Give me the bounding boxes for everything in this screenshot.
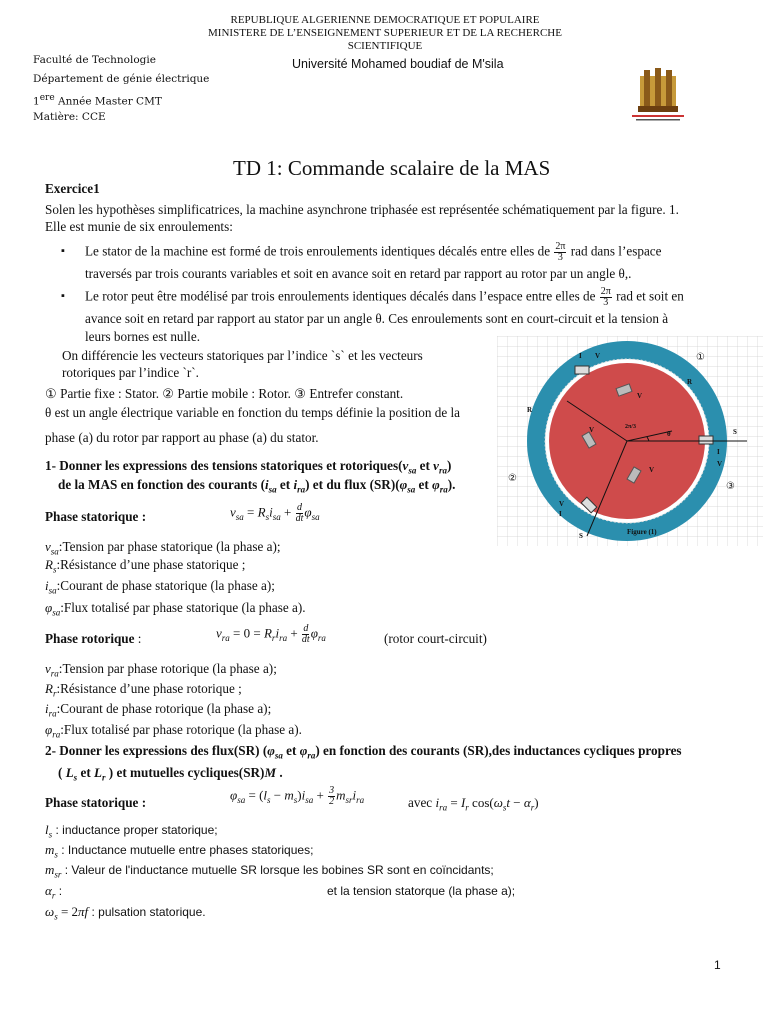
para-line-1: On différencie les vecteurs statoriques par l’indice `s` et les vecteurs [62,348,423,363]
def-vsa: $v_{sa}:Tension$ par phase statorique (la phase a); [45,539,281,557]
svg-text:I: I [717,448,720,456]
bullet-rotor: ▪ Le rotor peut être modélisé par trois enroulements identiques décalés dans l’espace entre elles de $\frac{2\pi}{3}$ rad et soit en [85,287,684,308]
def-alpha-r: $\alpha_r$ : [45,883,63,901]
svg-text:2π/3: 2π/3 [625,424,636,430]
equation-phisa: $\varphi_{sa} = (l_s - m_s)i_{sa}$ + $\frac{3}{2}$ $m_{sr}i_{ra}$ [230,785,365,807]
phase-statorique-label: Phase statorique : [45,509,147,524]
svg-text:R: R [527,406,533,414]
equation-vsa: $v_{sa} = R_si_{sa}$ + $\frac{d}{dt}$ $\varphi_{sa}$ [230,502,320,524]
svg-text:①: ① [696,352,705,363]
def-ms: $m_s$ : Inductance mutuelle entre phases statoriques; [45,842,314,860]
svg-text:②: ② [508,473,517,484]
bullet-stator-line-2: traversés par trois courants variables et soit en avance soit en retard par rapport au rotor par un angle θ,. [85,266,632,281]
svg-text:V: V [589,426,595,434]
def-alpha-r-text: et la tension statorque (la phase a); [327,884,516,898]
svg-text:S: S [733,428,737,436]
header-line-2: MINISTERE DE L’ENSEIGNEMENT SUPERIEUR ET DE LA RECHERCHE [208,27,562,39]
def-vra: $v_{ra}:Tension$ par phase rotorique (la phase a); [45,661,277,679]
avec-clause: avec $i_{ra} = I_r$ $\cos(\omega_st - \alpha_r)$ [408,795,539,813]
bullet-rotor-line-3: leurs bornes est nulle. [85,329,200,344]
def-ira: $i_{ra}:Courant$ de phase rotorique (la phase a); [45,701,272,719]
svg-text:I: I [559,510,562,518]
fraction-2pi-3: $\frac{2\pi}{3}$ [600,286,611,308]
para-line-2: rotoriques par l’indice `r`. [62,365,199,380]
question-1-line-1: 1- Donner les expressions des tensions statoriques et $rotoriques(v_{sa}$ et $v_{ra}$) [45,458,452,476]
svg-text:V: V [717,460,723,468]
svg-text:Figure (1): Figure (1) [627,528,657,536]
svg-text:V: V [649,466,655,474]
phase-statorique-2-label: Phase statorique : [45,795,147,810]
bullet-rotor-line-2: avance soit en retard par rapport au stator par un angle θ. Ces enroulements sont en court-circuit et la tension à [85,311,669,326]
year: 1ere Année Master CMT [33,93,162,108]
svg-text:③: ③ [726,481,735,492]
equation-vra: $v_{ra} = 0 = R_ri_{ra}$ + $\frac{d}{dt}$ $\varphi_{ra}$ [216,623,326,645]
page-number: 1 [714,958,721,972]
para-line-5: phase (a) du rotor par rapport au phase (a) du stator. [45,430,319,445]
rotor-short-circuit-note: (rotor court-circuit) [384,631,487,646]
header-line-3: SCIENTIFIQUE [347,40,423,52]
exercise-heading: Exercice1 [45,181,100,196]
header-line-1: REPUBLIQUE ALGERIENNE DEMOCRATIQUE ET POPULAIRE [230,14,540,26]
fraction-2pi-3: $\frac{2\pi}{3}$ [555,241,566,263]
svg-text:V: V [559,500,565,508]
intro-line-1: Solen les hypothèses simplificatrices, la machine asynchrone triphasée est représentée schématiquement par la figure. 1. [45,202,679,217]
question-2-line-1: 2- Donner les expressions des flux(SR) ($\varphi_{sa}$ et $\varphi_{ra}$) en fonction des courants (SR),des inductances cycliques propres [45,743,682,761]
svg-text:S: S [579,532,583,540]
def-isa: $i_{sa}:Courant$ de phase statorique (la phase a); [45,578,275,596]
svg-text:θ: θ [667,430,671,438]
page-title: TD 1: Commande scalaire de la MAS [233,156,551,180]
def-ls: $l_s$ : inductance proper statorique; [45,822,218,840]
svg-text:V: V [595,352,601,360]
svg-text:I: I [579,352,582,360]
para-line-4: θ est un angle électrique variable en fonction du temps définie la position de la [45,405,460,420]
question-2-line-2: ( $L_s$ et $L_r$ ) et mutuelles cycliques(SR)M . [58,765,283,783]
department: Département de génie électrique [33,73,210,85]
def-omega-s: $\omega_s = 2\pi f$ : pulsation statorique. [45,904,206,922]
para-line-3: ① Partie fixe : Stator. ② Partie mobile : Rotor. ③ Entrefer constant. [45,386,404,401]
university-logo [628,68,688,122]
svg-text:V: V [637,392,643,400]
faculty: Faculté de Technologie [33,54,156,66]
question-1-line-2: de la MAS en fonction des courants ($i_{sa}$ et $i_{ra}$) et du flux $(SR)(\varphi_{sa}$ et $\varphi_{ra}$). [58,477,456,495]
def-rs: $R_s:Résistance$ d’une phase statorique ; [45,557,246,575]
svg-text:R: R [687,378,693,386]
university-name: Université Mohamed boudiaf de M'sila [292,57,504,71]
def-msr: $m_{sr}$ : Valeur de l'inductance mutuelle SR lorsque les bobines SR sont en coïncidants; [45,862,494,880]
def-rr: $R_r:Résistance$ d’une phase rotorique ; [45,681,242,699]
subject: Matière: CCE [33,111,106,123]
bullet-stator: ▪ Le stator de la machine est formé de trois enroulements identiques décalés entre elles de $\frac{2\pi}{3}$ rad dans l’espace [85,242,662,263]
figure-machine-diagram [497,336,763,546]
phase-rotorique-label: Phase rotorique : [45,631,142,646]
intro-line-2: Elle est munie de six enroulements: [45,219,233,234]
def-phisa: $\varphi_{sa}:Flux$ totalisé par phase statorique (la phase a). [45,600,306,618]
def-phira: $\varphi_{ra}:Flux$ totalisé par phase rotorique (la phase a). [45,722,302,740]
